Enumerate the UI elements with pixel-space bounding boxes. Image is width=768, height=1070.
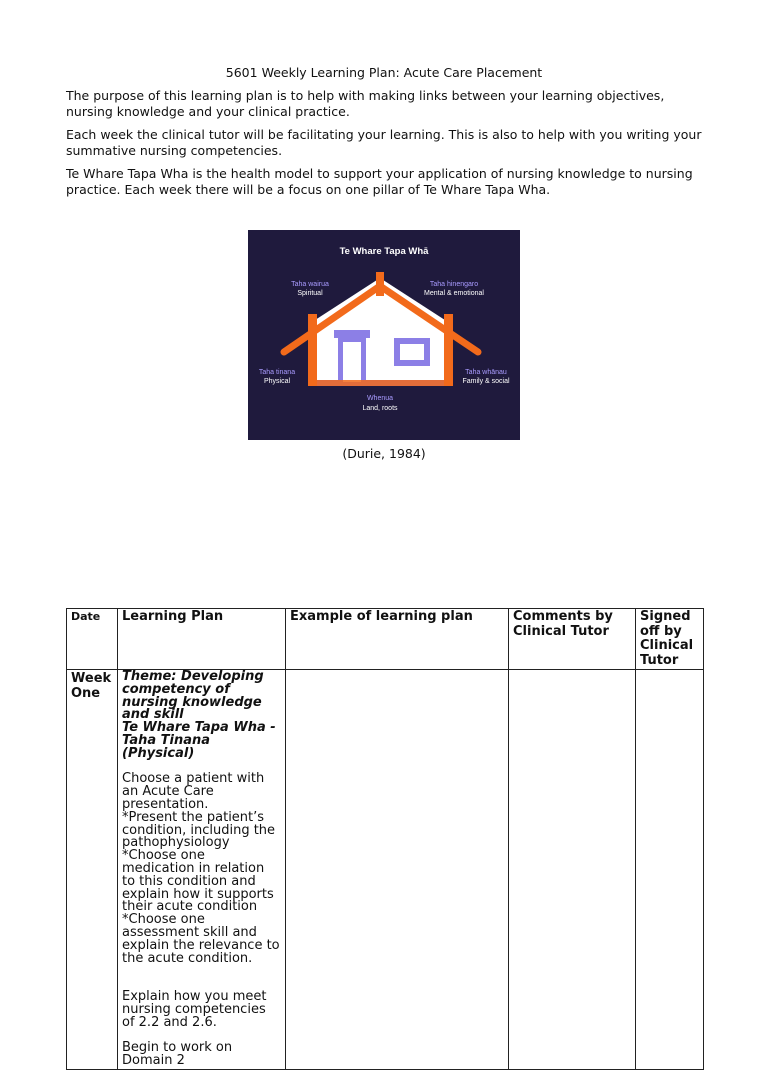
label-family: Family & social (462, 378, 510, 385)
week-label: Week One (67, 670, 118, 1070)
learning-plan-table (66, 608, 704, 1070)
label-spiritual: Spiritual (297, 290, 323, 297)
table-row (67, 670, 704, 1070)
label-spiritual-maori: Taha wairua (291, 281, 329, 288)
window-pane (400, 344, 424, 360)
te-whare-tapa-wha-figure (248, 230, 520, 440)
label-mental-maori: Taha hinengaro (429, 281, 479, 288)
header-learning-plan: Learning Plan (118, 609, 286, 670)
label-mental: Mental & emotional (424, 290, 484, 297)
door-lintel (334, 330, 370, 338)
task-item-assessment: *Choose one assessment skill and explain the relevance to the acute condition. (122, 912, 280, 966)
figure-heading: Te Whare Tapa Whā (339, 246, 429, 257)
left-pillar (308, 314, 317, 386)
learning-plan-cell (118, 670, 286, 1070)
intro-paragraph-purpose: The purpose of this learning plan is to help with making links between your learning objectives, nursing knowledge and your clinical practice. (66, 88, 665, 119)
label-physical: Physical (263, 378, 291, 385)
document-title: 5601 Weekly Learning Plan: Acute Care Placement (225, 65, 543, 80)
comments-cell[interactable] (509, 670, 636, 1070)
label-land: Land, roots (362, 405, 398, 412)
base-beam (308, 380, 453, 386)
label-land-maori: Whenua (366, 395, 394, 402)
intro-paragraph-model: Te Whare Tapa Wha is the health model to support your application of nursing knowledge to nursing practice. Each week there will be a focus on one pillar of Te Whare Tapa Wha. (66, 166, 693, 197)
task-competencies: Explain how you meet nursing competencies of 2.2 and 2.6. (122, 988, 267, 1030)
header-signed-off: Signed off by Clinical Tutor (636, 609, 704, 670)
roof-peak-post (376, 272, 384, 296)
example-cell[interactable] (286, 670, 509, 1070)
task-item-condition: *Present the patient’s condition, including the pathophysiology (122, 809, 276, 851)
week-theme: Theme: Developing competency of nursing knowledge and skill Te Whare Tapa Wha - Taha Tinana (Physical) (122, 669, 276, 761)
header-comments: Comments by Clinical Tutor (509, 609, 636, 670)
header-example: Example of learning plan (286, 609, 509, 670)
label-family-maori: Taha whānau (465, 369, 507, 376)
door-panel (343, 342, 361, 382)
label-physical-maori: Taha tinana (258, 369, 296, 376)
task-domain: Begin to work on Domain 2 (122, 1040, 233, 1068)
header-date: Date (67, 609, 118, 670)
right-pillar (444, 314, 453, 386)
table-header-row (67, 609, 704, 670)
task-item-medication: *Choose one medication in relation to this condition and explain how it supports their acute condition (122, 848, 274, 915)
house-model-diagram (248, 230, 520, 440)
intro-paragraph-tutor: Each week the clinical tutor will be facilitating your learning. This is also to help with you writing your summative nursing competencies. (66, 127, 702, 158)
figure-caption: (Durie, 1984) (342, 446, 426, 461)
task-intro: Choose a patient with an Acute Care presentation. (122, 771, 265, 812)
signed-off-cell[interactable] (636, 670, 704, 1070)
